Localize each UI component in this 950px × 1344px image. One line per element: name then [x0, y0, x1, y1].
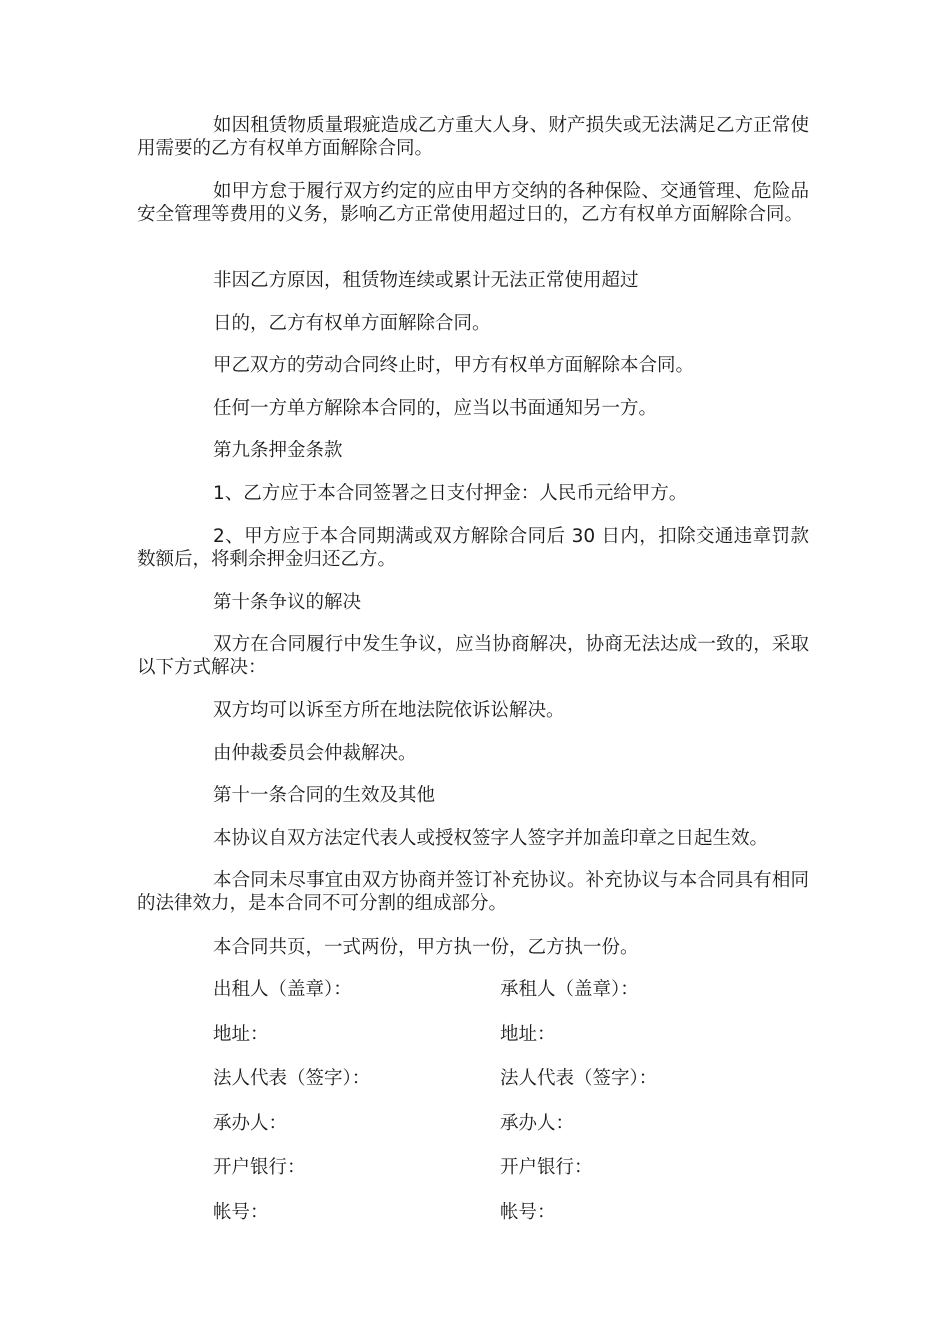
lessee-account-label: 帐号： — [500, 1201, 556, 1223]
supplement-clause: 本合同未尽事宜由双方协商并签订补充协议。补充协议与本合同具有相同的法律效力，是本合同不可分割的组成部分。 — [137, 870, 809, 914]
signature-row-legal-rep — [213, 1065, 773, 1110]
signature-row-account — [213, 1199, 773, 1244]
signature-row-agent — [213, 1110, 773, 1155]
signature-row-address — [213, 1021, 773, 1066]
clause-written-notice: 任何一方单方解除本合同的，应当以书面通知另一方。 — [213, 398, 658, 419]
lessor-agent-label: 承办人： — [213, 1112, 288, 1134]
clause-quality-defect: 如因租赁物质量瑕疵造成乙方重大人身、财产损失或无法满足乙方正常使用需要的乙方有权单方面解除合同。 — [137, 115, 809, 159]
deposit-item-1: 1、乙方应于本合同签署之日支付押金：人民币元给甲方。 — [213, 483, 688, 504]
lessee-bank-label: 开户银行： — [500, 1157, 593, 1178]
lessor-bank-label: 开户银行： — [213, 1157, 306, 1178]
heading-article-10: 第十条争议的解决 — [213, 592, 362, 613]
clause-unusable-part2: 日的，乙方有权单方面解除合同。 — [213, 313, 491, 334]
heading-article-11: 第十一条合同的生效及其他 — [213, 785, 436, 806]
dispute-option-court: 双方均可以诉至方所在地法院依诉讼解决。 — [213, 700, 565, 721]
signature-row-seal — [213, 976, 773, 1021]
dispute-option-arbitration: 由仲裁委员会仲裁解决。 — [213, 743, 417, 764]
lessee-legal-rep-label: 法人代表（签字）： — [500, 1068, 658, 1089]
lessor-seal-label: 出租人（盖章）： — [213, 979, 352, 1000]
effective-clause: 本协议自双方法定代表人或授权签字人签字并加盖印章之日起生效。 — [213, 828, 769, 849]
lessee-address-label: 地址： — [500, 1023, 556, 1045]
heading-article-9: 第九条押金条款 — [213, 440, 343, 461]
clause-labor-contract: 甲乙双方的劳动合同终止时，甲方有权单方面解除本合同。 — [213, 355, 695, 376]
clause-fee-obligation: 如甲方怠于履行双方约定的应由甲方交纳的各种保险、交通管理、危险品安全管理等费用的义务，影响乙方正常使用超过日的，乙方有权单方面解除合同。 — [137, 181, 809, 225]
lessee-agent-label: 承办人： — [500, 1112, 575, 1134]
lessor-account-label: 帐号： — [213, 1201, 269, 1223]
dispute-intro: 双方在合同履行中发生争议，应当协商解决，协商无法达成一致的，采取以下方式解决： — [137, 634, 809, 678]
lessor-legal-rep-label: 法人代表（签字）： — [213, 1068, 371, 1089]
deposit-item-2: 2、甲方应于本合同期满或双方解除合同后 30 日内，扣除交通违章罚款数额后，将剩余押金归还乙方。 — [137, 526, 809, 570]
lessee-seal-label: 承租人（盖章）： — [500, 979, 639, 1000]
copies-clause: 本合同共页，一式两份，甲方执一份，乙方执一份。 — [213, 937, 639, 958]
clause-unusable-part1: 非因乙方原因，租赁物连续或累计无法正常使用超过 — [213, 270, 639, 291]
signature-row-bank — [213, 1154, 773, 1199]
signature-block — [213, 976, 773, 1243]
lessor-address-label: 地址： — [213, 1023, 269, 1045]
